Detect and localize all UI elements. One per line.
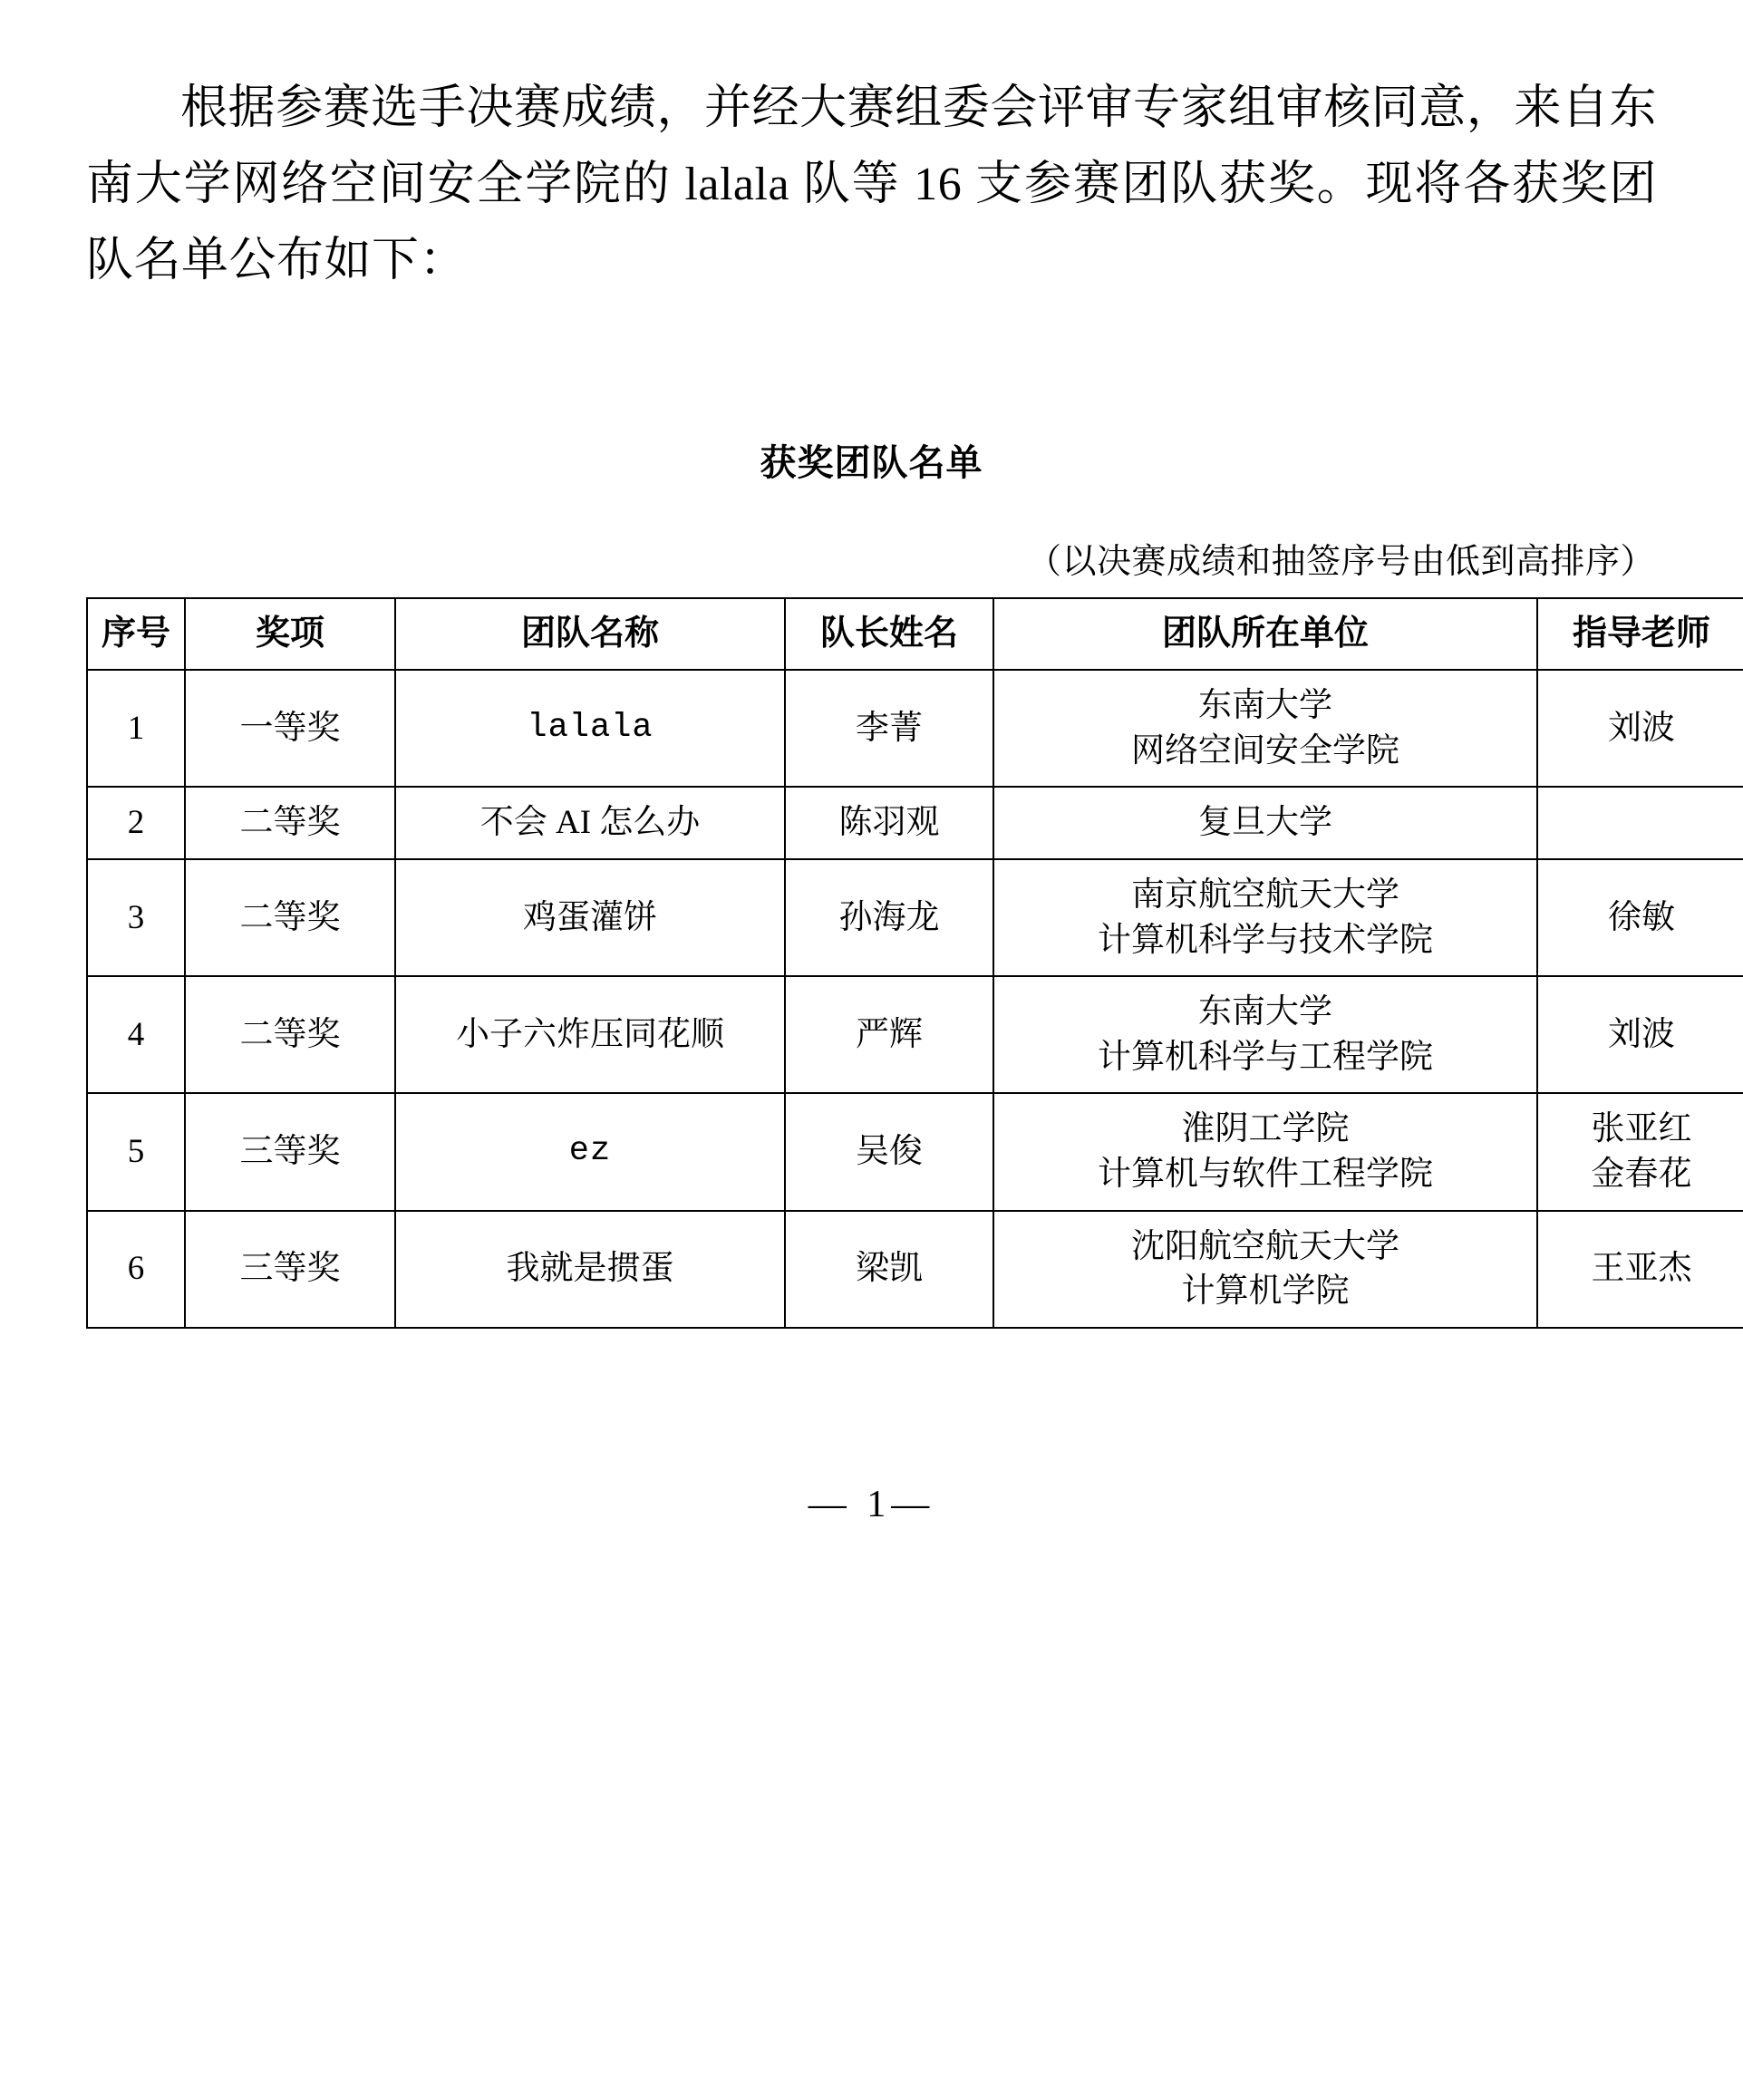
cell-index: 4 xyxy=(87,976,185,1093)
cell-unit xyxy=(993,976,1537,1093)
cell-leader: 李菁 xyxy=(785,670,993,787)
unit-line: 计算机科学与技术学院 xyxy=(1098,921,1433,959)
cell-tutor xyxy=(1537,976,1743,1093)
cell-index: 1 xyxy=(87,670,185,787)
cell-award: 三等奖 xyxy=(185,1211,395,1328)
column-header-team-name: 团队名称 xyxy=(395,598,785,671)
cell-award: 二等奖 xyxy=(185,787,395,859)
cell-award: 三等奖 xyxy=(185,1093,395,1210)
unit-line: 复旦大学 xyxy=(1198,804,1332,842)
cell-team-name: 鸡蛋灌饼 xyxy=(395,859,785,976)
table-row xyxy=(87,787,1743,859)
table-header-row xyxy=(87,598,1743,671)
cell-leader: 孙海龙 xyxy=(785,859,993,976)
cell-tutor xyxy=(1537,1093,1743,1210)
column-header-leader: 队长姓名 xyxy=(785,598,993,671)
tutor-line: 金春花 xyxy=(1591,1155,1692,1193)
tutor-line: 王亚杰 xyxy=(1591,1250,1692,1288)
cell-team-name: ez xyxy=(395,1093,785,1210)
table-row xyxy=(87,1093,1743,1210)
cell-tutor xyxy=(1537,787,1743,859)
cell-team-name: 不会 AI 怎么办 xyxy=(395,787,785,859)
cell-team-name: 小子六炸压同花顺 xyxy=(395,976,785,1093)
table-title: 获奖团队名单 xyxy=(760,442,983,483)
cell-tutor xyxy=(1537,859,1743,976)
page-number-footer: — 1— xyxy=(808,1483,935,1525)
table-row xyxy=(87,1211,1743,1328)
table-sort-note: （以决赛成绩和抽签序号由低到高排序） xyxy=(1026,542,1655,581)
cell-award: 一等奖 xyxy=(185,670,395,787)
unit-line: 东南大学 xyxy=(1198,687,1332,725)
cell-unit xyxy=(993,1093,1537,1210)
tutor-line: 刘波 xyxy=(1608,710,1675,748)
cell-team-name: lalala xyxy=(395,670,785,787)
cell-index: 3 xyxy=(87,859,185,976)
table-row xyxy=(87,670,1743,787)
cell-tutor xyxy=(1537,670,1743,787)
cell-team-name: 我就是掼蛋 xyxy=(395,1211,785,1328)
cell-leader: 梁凯 xyxy=(785,1211,993,1328)
cell-award: 二等奖 xyxy=(185,976,395,1093)
cell-tutor xyxy=(1537,1211,1743,1328)
column-header-award: 奖项 xyxy=(185,598,395,671)
column-header-unit: 团队所在单位 xyxy=(993,598,1537,671)
tutor-line: 刘波 xyxy=(1608,1015,1675,1053)
unit-line: 淮阴工学院 xyxy=(1181,1110,1350,1148)
table-row xyxy=(87,859,1743,976)
tutor-line: 张亚红 xyxy=(1591,1110,1692,1148)
cell-unit xyxy=(993,670,1537,787)
column-header-index: 序号 xyxy=(87,598,185,671)
cell-award: 二等奖 xyxy=(185,859,395,976)
column-header-tutor: 指导老师 xyxy=(1537,598,1743,671)
cell-index: 6 xyxy=(87,1211,185,1328)
cell-leader: 严辉 xyxy=(785,976,993,1093)
intro-paragraph: 根据参赛选手决赛成绩，并经大赛组委会评审专家组审核同意，来自东南大学网络空间安全学院的 lalala 队等 16 支参赛团队获奖。现将各获奖团队名单公布如下： xyxy=(86,82,1657,287)
unit-line: 沈阳航空航天大学 xyxy=(1131,1227,1399,1265)
unit-line: 计算机与软件工程学院 xyxy=(1098,1155,1433,1193)
unit-line: 计算机科学与工程学院 xyxy=(1098,1038,1433,1076)
cell-index: 5 xyxy=(87,1093,185,1210)
unit-line: 网络空间安全学院 xyxy=(1131,731,1399,769)
cell-leader: 吴俊 xyxy=(785,1093,993,1210)
cell-unit xyxy=(993,859,1537,976)
unit-line: 东南大学 xyxy=(1198,993,1332,1031)
unit-line: 计算机学院 xyxy=(1181,1273,1350,1311)
cell-leader: 陈羽观 xyxy=(785,787,993,859)
award-team-table xyxy=(86,597,1743,1329)
tutor-line: 徐敏 xyxy=(1608,898,1675,936)
cell-unit xyxy=(993,1211,1537,1328)
cell-unit xyxy=(993,787,1537,859)
table-row xyxy=(87,976,1743,1093)
cell-index: 2 xyxy=(87,787,185,859)
unit-line: 南京航空航天大学 xyxy=(1131,876,1399,915)
